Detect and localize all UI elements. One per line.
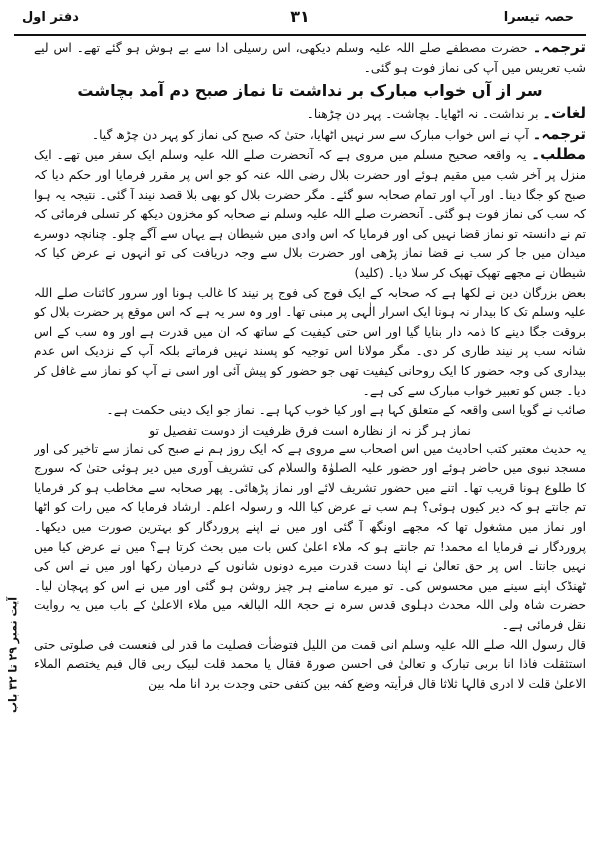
glossary-text: بر نداشت۔ نہ اٹھایا۔ بچاشت۔ پہر دن چڑھنا۔ [306,107,543,122]
translation-paragraph-2 [34,125,586,146]
translation-label: ترجمہ۔ [532,38,586,56]
translation-label-2: ترجمہ۔ [532,124,586,143]
commentary-paragraph-2: صائب نے گویا اسی واقعہ کے متعلق کہا ہے اور کیا خوب کہا ہے۔ نماز جو ایک دینی حکمت ہے۔ [106,403,586,418]
page-header [14,6,586,36]
hadith-paragraph: یہ حدیث معتبر کتب احادیث میں اس اصحاب سے مروی ہے کہ ایک روز ہم نے صبح کی نماز سے تاخیر کی اور مسجد نبوی میں حاضر ہوئے اور حضور علیہ الصلوٰۃ والسلام کی تشریف آوری میں دیر ہوئی حتیٰ کہ سورج کا طلوع ہونا قریب تھا۔ اتنے میں حضور تشریف لائے اور نماز پڑھائی۔ پھر صحابہ سے مخاطب ہو کر فرمایا تم جانتے ہو کہ دیر کیوں ہوئی؟ ہم سب نے عرض کیا اللہ و رسولہ اعلم۔ ارشاد فرمایا کہ میں رات کو اٹھا اور نماز میں مشغول تھا کہ مجھے اونگھ آ گئی اور میں نے اپنے پروردگار کو بہترین صورت میں دیکھا۔ پروردگار نے فرمایا اے محمد! تم جانتے ہو کہ ملاء اعلیٰ کس بات میں بحث کرتا ہے؟ میں نے عرض کیا میں نہیں جانتا۔ اس پر حق تعالیٰ نے اپنا دست قدرت میرے دونوں شانوں کے درمیان رکھا اور میں نے اس کی ٹھنڈک اپنے سینے میں محسوس کی۔ تو میرے سامنے ہر چیز روشن ہو گئی اور میں نے اس کو پہچان لیا۔ حضرت شاہ ولی اللہ محدث دہلوی قدس سرہ نے حجۃ اللہ البالغہ میں ملاء الاعلیٰ کے باب میں یہ روایت نقل فرمائی ہے۔ [34,441,586,633]
margin-note-text: آیت نمبر ۲۹ تا ۳۲ باب [6,597,20,713]
header-part-title: حصہ تیسرا [503,10,574,25]
arabic-hadith-paragraph: قال رسول اللہ صلے اللہ علیہ وسلم انی قمت من اللیل فتوضأت فصلیت ما قدر لی فنعست فی صلوتی حتی استثقلت فاذا انا بربی تبارک و تعالیٰ فی احسن صورۃ فقال یا محمد قلت لبیک ربی قال فیم یختصم الملاء الاعلیٰ قلت لا ادری قالہا ثلاثا قال فرأیتہ وضع کفہ بین کتفی حتی وجدت برد انا ملہ بین [34,637,586,691]
body-text [34,38,586,838]
meaning-text: یہ واقعہ صحیح مسلم میں مروی ہے کہ آنحضرت صلے اللہ علیہ وسلم ایک سفر میں تھے۔ ایک منزل پر آخر شب میں مقیم ہوئے اور حضرت بلال رضی اللہ عنہ کو جو اس پر مقرر فرمایا اور حکم دیا کہ صبح کو جگا دینا۔ اور آپ اور تمام صحابہ سو گئے۔ مگر حضرت بلال کو بھی بلا قصد نیند آ گئی۔ نتیجہ یہ ہوا کہ سب کی نماز فوت ہو گئی۔ آنحضرت صلے اللہ علیہ وسلم نے صحابہ کو مخزون دیکھ کر تسلی فرمائی کہ تم نے دانستہ تو نماز قضا نہیں کی اور فرمایا کہ اس وادی میں شیطان ہے یہاں سے آگے چلو۔ چنانچہ دوسرے میدان میں جا کر سب نے قضا نماز پڑھی اور حضرت بلال سے وجہ دریافت کی تو انہوں نے عرض کیا کہ شیطان نے مجھے تھپک تھپک کر سلا دیا۔ (کلید) [34,148,586,280]
margin-note [2,560,24,750]
translation-text-2: آپ نے اس خواب مبارک سے سر نہیں اٹھایا، حتیٰ کہ صبح کی نماز کو پہر دن چڑھ گیا۔ [91,127,533,142]
commentary-paragraph-1: بعض بزرگان دین نے لکھا ہے کہ صحابہ کے ایک فوج کی فوج پر نیند کا غالب ہونا اور سرور کائنات صلے اللہ علیہ وسلم تک کا بیدار نہ ہونا ایک اسرار الٰہی پر مبنی تھا۔ اور وہ سر یہ ہے کہ اس موقع پر حضرت بلال کو بروقت جگا دینے کا ذمہ دار بنایا گیا اور اس حتی کیفیت کے ساتھ کہ ان میں قدرت ہے اور وہ سب کے اس شانہ سب پر نیند طاری کر دی۔ مگر مولانا اس توجیہ کو پسند نہیں فرماتے بلکہ آپ کے نزدیک اس عدم بیداری کی وجہ حضور کا ایک روحانی کیفیت تھی جو حضور کو پیش آئی اور اسی نے آپ کو نماز سے غافل کر دیا۔ جس کو تعبیر خواب مبارک سے کی ہے۔ [34,285,586,398]
translation-text: حضرت مصطفے صلے اللہ علیہ وسلم دیکھی، اس رسیلی ادا سے بے ہوش ہو گئے تھے۔ اس لیے شب تعریس میں آپ کی نماز فوت ہو گئی۔ [34,41,586,75]
glossary-paragraph [34,104,586,125]
glossary-label: لغات۔ [542,104,586,123]
translation-paragraph-1 [34,38,586,78]
header-book-title: دفتر اول [22,10,79,25]
meaning-label: مطلب۔ [531,145,586,164]
meaning-paragraph [34,145,586,283]
couplet: نماز ہر گز نہ از نظارہ است فرق ظرفیت از دوست تفصیل تو [149,422,471,438]
page-number: ۳۱ [290,7,310,26]
persian-verse: سر از آں خواب مبارک بر نداشت تا نماز صبح دم آمد بچاشت [77,81,543,101]
